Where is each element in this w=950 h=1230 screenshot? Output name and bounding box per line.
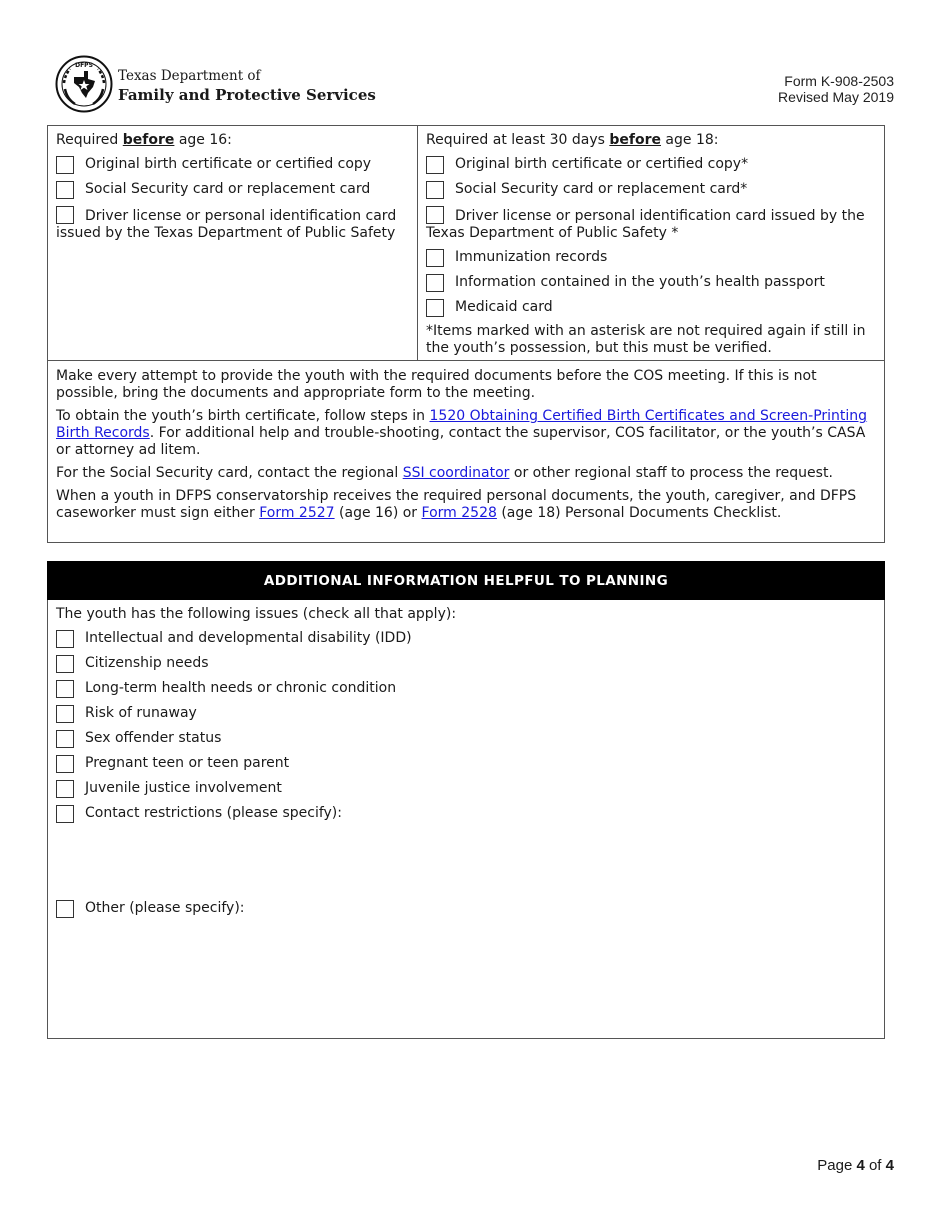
form-number: Form K-908-2503 bbox=[784, 73, 894, 89]
checkbox-long-term-health[interactable] bbox=[56, 680, 74, 698]
issue-other: Other (please specify): bbox=[56, 900, 876, 918]
asterisk-footnote: *Items marked with an asterisk are not required again if still in the youth’s possession, but this must be verified. bbox=[426, 323, 866, 356]
checkbox-right-immunization[interactable] bbox=[426, 249, 444, 267]
agency-line-1: Texas Department of bbox=[118, 68, 261, 84]
left-heading: Required before age 16: bbox=[56, 132, 232, 148]
additional-info-box bbox=[47, 600, 885, 1039]
checkbox-runaway[interactable] bbox=[56, 705, 74, 723]
issues-intro: The youth has the following issues (check all that apply): bbox=[56, 606, 457, 622]
checkbox-citizenship[interactable] bbox=[56, 655, 74, 673]
issue-contact-restrictions: Contact restrictions (please specify): bbox=[56, 805, 876, 823]
svg-text:DFPS: DFPS bbox=[75, 62, 93, 69]
checkbox-right-birth-certificate[interactable] bbox=[426, 156, 444, 174]
revised-date: Revised May 2019 bbox=[778, 89, 894, 105]
right-heading: Required at least 30 days before age 18: bbox=[426, 132, 719, 148]
documents-right-column bbox=[417, 125, 885, 361]
checkbox-right-health-passport[interactable] bbox=[426, 274, 444, 292]
right-item-immunization: Immunization records bbox=[426, 249, 876, 267]
left-item-social-security: Social Security card or replacement card bbox=[56, 181, 409, 199]
dfps-seal-logo bbox=[55, 55, 113, 113]
checkbox-left-birth-certificate[interactable] bbox=[56, 156, 74, 174]
right-item-social-security: Social Security card or replacement card* bbox=[426, 181, 876, 199]
instruction-paragraph-2: To obtain the youth’s birth certificate, follow steps in 1520 Obtaining Certified Birth Certificates and Screen-Printing Birth Records. For additional help and trouble-shooting, contact the supervisor, COS facilitator, or the youth’s CASA or attorney ad litem. bbox=[56, 408, 868, 458]
checkbox-idd[interactable] bbox=[56, 630, 74, 648]
instruction-paragraph-3: For the Social Security card, contact the regional SSI coordinator or other regional staff to process the request. bbox=[56, 465, 833, 481]
checkbox-left-driver-license[interactable] bbox=[56, 206, 74, 224]
checkbox-sex-offender[interactable] bbox=[56, 730, 74, 748]
left-item-driver-license: Driver license or personal identification card issued by the Texas Department of Public Safety bbox=[56, 208, 397, 241]
issue-citizenship: Citizenship needs bbox=[56, 655, 876, 673]
documents-left-column bbox=[47, 125, 418, 361]
right-item-driver-license: Driver license or personal identification card issued by the Texas Department of Public Safety * bbox=[426, 208, 865, 241]
checkbox-other[interactable] bbox=[56, 900, 74, 918]
agency-line-2: Family and Protective Services bbox=[118, 86, 376, 104]
issue-pregnant-teen: Pregnant teen or teen parent bbox=[56, 755, 876, 773]
right-item-medicaid: Medicaid card bbox=[426, 299, 876, 317]
checkbox-contact-restrictions[interactable] bbox=[56, 805, 74, 823]
right-item-birth-certificate: Original birth certificate or certified copy* bbox=[426, 156, 876, 174]
issue-runaway: Risk of runaway bbox=[56, 705, 876, 723]
page-number: Page 4 of 4 bbox=[817, 1157, 894, 1174]
instruction-paragraph-1: Make every attempt to provide the youth with the required documents before the COS meeting. If this is not possible, bring the documents and appropriate form to the meeting. bbox=[56, 368, 817, 401]
issue-juvenile-justice: Juvenile justice involvement bbox=[56, 780, 876, 798]
right-item-health-passport: Information contained in the youth’s health passport bbox=[426, 274, 876, 292]
issue-long-term-health: Long-term health needs or chronic condition bbox=[56, 680, 876, 698]
contact-restrictions-specify-area[interactable] bbox=[56, 823, 876, 893]
checkbox-right-social-security[interactable] bbox=[426, 181, 444, 199]
checkbox-juvenile-justice[interactable] bbox=[56, 780, 74, 798]
agency-name bbox=[118, 67, 376, 105]
checkbox-pregnant-teen[interactable] bbox=[56, 755, 74, 773]
checkbox-right-driver-license[interactable] bbox=[426, 206, 444, 224]
additional-info-title: ADDITIONAL INFORMATION HELPFUL TO PLANNING bbox=[47, 561, 885, 600]
form-identifier bbox=[778, 73, 894, 105]
issue-idd: Intellectual and developmental disability (IDD) bbox=[56, 630, 876, 648]
instructions-box bbox=[47, 360, 885, 543]
birth-certificate-link[interactable]: 1520 Obtaining Certified Birth Certificates and Screen-Printing Birth Records bbox=[56, 408, 868, 441]
issue-sex-offender: Sex offender status bbox=[56, 730, 876, 748]
form-2528-link[interactable]: Form 2528 bbox=[421, 505, 497, 521]
left-item-birth-certificate: Original birth certificate or certified copy bbox=[56, 156, 409, 174]
instruction-paragraph-4: When a youth in DFPS conservatorship receives the required personal documents, the youth, caregiver, and DFPS caseworker must sign either Form 2527 (age 16) or Form 2528 (age 18) Personal Documents Checklist. bbox=[56, 488, 857, 521]
form-2527-link[interactable]: Form 2527 bbox=[259, 505, 335, 521]
checkbox-left-social-security[interactable] bbox=[56, 181, 74, 199]
checkbox-right-medicaid[interactable] bbox=[426, 299, 444, 317]
ssi-coordinator-link[interactable]: SSI coordinator bbox=[402, 465, 510, 481]
